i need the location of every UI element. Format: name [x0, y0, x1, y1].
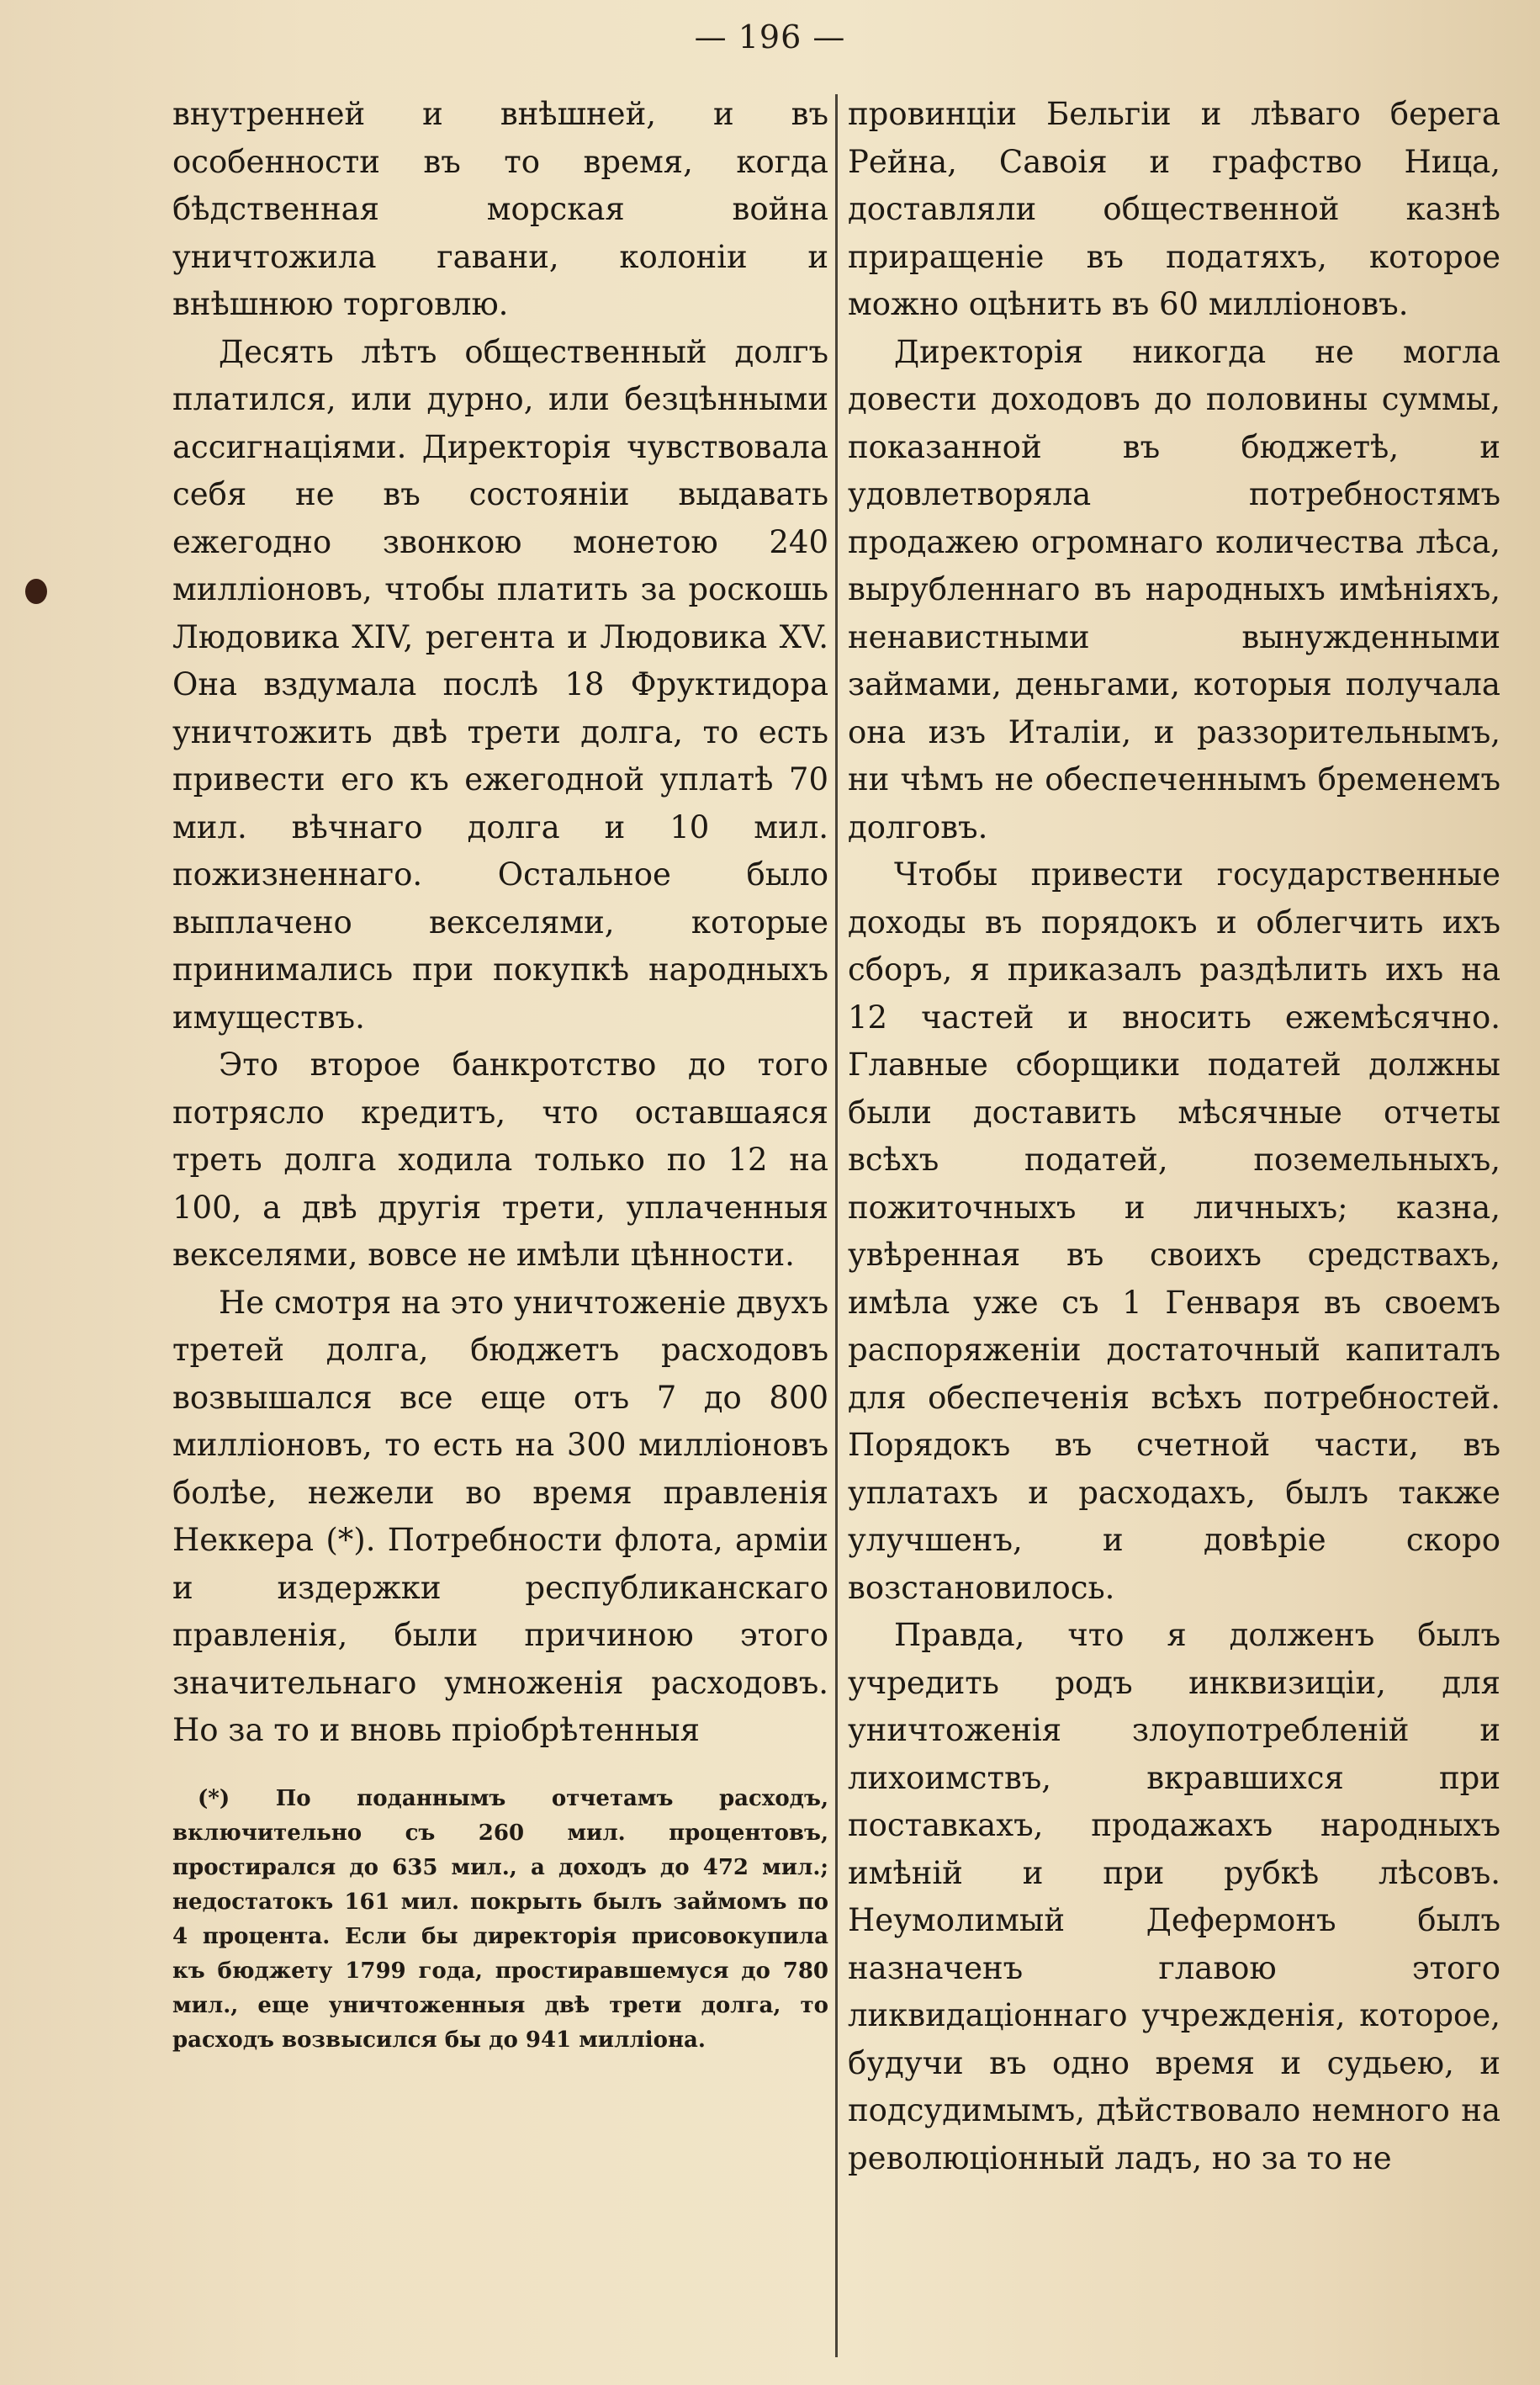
right-paragraph-3: Чтобы привести государственные доходы въ порядокъ и облегчить ихъ сборъ, я приказалъ раздѣлить ихъ на 12 частей и вносить ежемѣсячно. Главные сборщики податей должны были доставить мѣсячные отчеты всѣхъ податей, поземельныхъ, пожиточныхъ и личныхъ; казна, увѣренная въ своихъ средствахъ, имѣла уже съ 1 Генваря въ своемъ распоряженіи достаточный капиталъ для обеспеченія всѣхъ потребностей. Порядокъ въ счетной части, въ уплатахъ и расходахъ, былъ также улучшенъ, и довѣріе скоро возстановилось. — [848, 856, 1500, 1606]
ink-stain — [25, 579, 47, 604]
right-paragraph-4: Правда, что я долженъ былъ учредить родъ инквизиціи, для уничтоженія злоупотребленій и лихоимствъ, вкравшихся при поставкахъ, продажахъ народныхъ имѣній и при рубкѣ лѣсовъ. Неумолимый Дефермонъ былъ назначенъ главою этого ликвидаціоннаго учрежденія, которое, будучи въ одно время и судьею, и подсудимымъ, дѣйствовало немного на революціонный ладъ, но за то не — [848, 1617, 1500, 2176]
right-column — [848, 91, 1500, 2182]
left-paragraph-2: Десять лѣтъ общественный долгъ платился, или дурно, или безцѣнными ассигнаціями. Директорія чувствовала себя не въ состояніи выдавать ежегодно звонкою монетою 240 милліоновъ, чтобы платить за роскошь Людовика XIV, регента и Людовика XV. Она вздумала послѣ 18 Фруктидора уничтожить двѣ трети долга, то есть привести его къ ежегодной уплатѣ 70 мил. вѣчнаго долга и 10 мил. пожизненнаго. Остальное было выплачено векселями, которые принимались при покупкѣ народныхъ имуществъ. — [172, 333, 828, 1036]
right-paragraph-2: Директорія никогда не могла довести доходовъ до половины суммы, показанной въ бюджетѣ, и удовлетворяла потребностямъ продажею огромнаго количества лѣса, вырубленнаго въ народныхъ имѣніяхъ, ненавистными вынужденными займами, деньгами, которыя получала она изъ Италіи, и раззорительнымъ, ни чѣмъ не обеспеченнымъ бременемъ долговъ. — [848, 333, 1500, 845]
left-paragraph-4: Не смотря на это уничтоженіе двухъ третей долга, бюджетъ расходовъ возвышался все еще отъ 7 до 800 милліоновъ, то есть на 300 милліоновъ болѣе, нежели во время правленія Неккера (*). Потребности флота, арміи и издержки республиканскаго правленія, были причиною этого значительнаго умноженія расходовъ. Но за то и вновь пріобрѣтенныя — [172, 1284, 828, 1748]
column-divider — [835, 94, 838, 2357]
left-paragraph-3: Это второе банкротство до того потрясло кредитъ, что оставшаяся треть долга ходила только по 12 на 100, а двѣ другія трети, уплаченныя векселями, вовсе не имѣли цѣнности. — [172, 1047, 828, 1273]
left-column — [172, 91, 828, 2058]
footnote: (*) По поданнымъ отчетамъ расходъ, включительно съ 260 мил. процентовъ, простирался до 635 мил., а доходъ до 472 мил.; недостатокъ 161 мил. покрыть былъ займомъ по 4 процента. Если бы директорія присовокупила къ бюджету 1799 года, простиравшемуся до 780 мил., еще уничтоженныя двѣ трети долга, то расходъ возвысился бы до 941 милліона. — [172, 1785, 828, 2053]
page-number: — 196 — — [694, 19, 846, 56]
right-paragraph-1: провинціи Бельгіи и лѣваго берега Рейна, Савоія и графство Ница, доставляли общественной казнѣ приращеніе въ податяхъ, которое можно оцѣнить въ 60 милліоновъ. — [848, 96, 1500, 322]
left-paragraph-1: внутренней и внѣшней, и въ особенности въ то время, когда бѣдственная морская война уничтожила гавани, колоніи и внѣшнюю торговлю. — [172, 96, 828, 322]
